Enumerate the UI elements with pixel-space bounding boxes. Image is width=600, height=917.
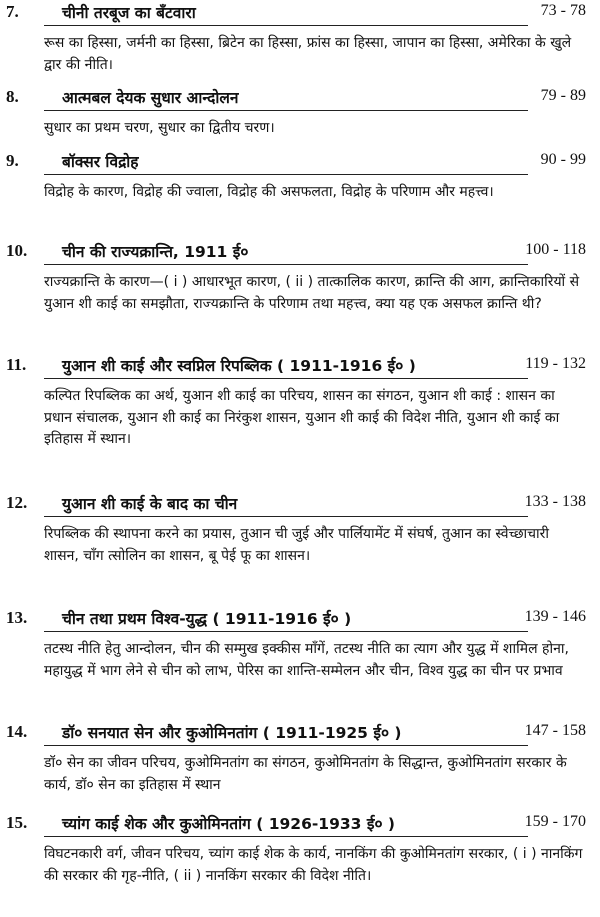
chapter-entry-9 — [0, 149, 600, 200]
chapter-page-range: 100 - 118 — [525, 241, 586, 258]
heading-underline — [44, 110, 528, 111]
heading-underline — [44, 378, 528, 379]
chapter-heading — [0, 0, 600, 26]
chapter-page-range: 73 - 78 — [540, 2, 586, 19]
chapter-page-range: 147 - 158 — [524, 722, 586, 739]
chapter-number: 9. — [6, 151, 19, 170]
chapter-heading — [0, 491, 600, 517]
chapter-heading — [0, 811, 600, 837]
chapter-title: डॉ० सनयात सेन और कुओमिनतांग ( 1911-1925 ई० ) — [62, 724, 402, 742]
chapter-page-range: 159 - 170 — [524, 813, 586, 830]
chapter-entry-11 — [0, 353, 600, 447]
chapter-title: युआन शी काई और स्वप्निल रिपब्लिक ( 1911-1916 ई० ) — [62, 357, 416, 375]
chapter-page-range: 79 - 89 — [540, 87, 586, 104]
chapter-number: 13. — [6, 608, 28, 627]
heading-underline — [44, 264, 528, 265]
heading-underline — [44, 745, 528, 746]
chapter-number: 8. — [6, 87, 19, 106]
chapter-entry-13 — [0, 606, 600, 679]
chapter-entry-12 — [0, 491, 600, 564]
chapter-entry-14 — [0, 720, 600, 793]
chapter-heading — [0, 149, 600, 175]
chapter-heading — [0, 85, 600, 111]
heading-underline — [44, 836, 528, 837]
heading-underline — [44, 25, 528, 26]
chapter-heading — [0, 606, 600, 632]
chapter-description: तटस्थ नीति हेतु आन्दोलन, चीन की सम्मुख इक्कीस माँगें, तटस्थ नीति का त्याग और युद्ध में शामिल होना, महायुद्ध में भाग लेने से चीन को लाभ, पेरिस का शान्ति-सम्मेलन और चीन, विश्व युद्ध का चीन पर प्रभाव — [44, 641, 569, 679]
chapter-number: 11. — [6, 355, 27, 374]
chapter-title: च्यांग काई शेक और कुओमिनतांग ( 1926-1933 ई० ) — [62, 815, 395, 833]
chapter-number: 7. — [6, 2, 19, 21]
chapter-title: बॉक्सर विद्रोह — [62, 153, 139, 171]
chapter-description: विद्रोह के कारण, विद्रोह की ज्वाला, विद्रोह की असफलता, विद्रोह के परिणाम और महत्त्व। — [44, 184, 494, 200]
chapter-heading — [0, 720, 600, 746]
chapter-page-range: 90 - 99 — [540, 151, 586, 168]
chapter-number: 14. — [6, 722, 28, 741]
chapter-number: 10. — [6, 241, 28, 260]
heading-underline — [44, 516, 528, 517]
chapter-heading — [0, 239, 600, 265]
chapter-page-range: 119 - 132 — [525, 355, 586, 372]
chapter-description: राज्यक्रान्ति के कारण—( i ) आधारभूत कारण, ( ii ) तात्कालिक कारण, क्रान्ति की आग, क्रान्तिकारियों से युआन शी काई का समझौता, राज्यक्रान्ति के परिणाम तथा महत्त्व, क्या यह एक असफल क्रान्ति थी? — [44, 274, 580, 312]
chapter-page-range: 133 - 138 — [524, 493, 586, 510]
chapter-description: विघटनकारी वर्ग, जीवन परिचय, च्यांग काई शेक के कार्य, नानकिंग की कुओमिनतांग सरकार, ( i ) नानकिंग की सरकार की गृह-नीति, ( ii ) नानकिंग सरकार की विदेश नीति। — [44, 846, 583, 884]
chapter-heading — [0, 353, 600, 379]
chapter-entry-10 — [0, 239, 600, 312]
chapter-number: 15. — [6, 813, 28, 832]
chapter-number: 12. — [6, 493, 28, 512]
chapter-entry-7 — [0, 0, 600, 73]
chapter-description: रूस का हिस्सा, जर्मनी का हिस्सा, ब्रिटेन का हिस्सा, फ्रांस का हिस्सा, जापान का हिस्सा, अमेरिका के खुले द्वार की नीति। — [44, 35, 572, 73]
chapter-description: रिपब्लिक की स्थापना करने का प्रयास, तुआन ची जुई और पार्लियामेंट में संघर्ष, तुआन का स्वेच्छाचारी शासन, चाँग त्सोलिन का शासन, बू पेई फू का शासन। — [44, 526, 550, 564]
chapter-page-range: 139 - 146 — [524, 608, 586, 625]
chapter-title: चीन तथा प्रथम विश्व-युद्ध ( 1911-1916 ई० ) — [62, 610, 352, 628]
chapter-entry-15 — [0, 811, 600, 884]
chapter-title: चीन की राज्यक्रान्ति, 1911 ई० — [62, 243, 249, 261]
chapter-title: आत्मबल देयक सुधार आन्दोलन — [62, 89, 239, 107]
heading-underline — [44, 631, 528, 632]
chapter-title: युआन शी काई के बाद का चीन — [62, 495, 238, 513]
chapter-description: कल्पित रिपब्लिक का अर्थ, युआन शी काई का परिचय, शासन का संगठन, युआन शी काई : शासन का प्रधान संचालक, युआन शी काई का निरंकुश शासन, युआन शी काई की विदेश नीति, युआन शी काई का इतिहास में स्थान। — [44, 388, 560, 447]
chapter-description: डॉ० सेन का जीवन परिचय, कुओमिनतांग का संगठन, कुओमिनतांग के सिद्धान्त, कुओमिनतांग सरकार के कार्य, डॉ० सेन का इतिहास में स्थान — [44, 755, 567, 793]
chapter-title: चीनी तरबूज का बँटवारा — [62, 4, 196, 22]
heading-underline — [44, 174, 528, 175]
chapter-description: सुधार का प्रथम चरण, सुधार का द्वितीय चरण। — [44, 120, 275, 136]
chapter-entry-8 — [0, 85, 600, 136]
